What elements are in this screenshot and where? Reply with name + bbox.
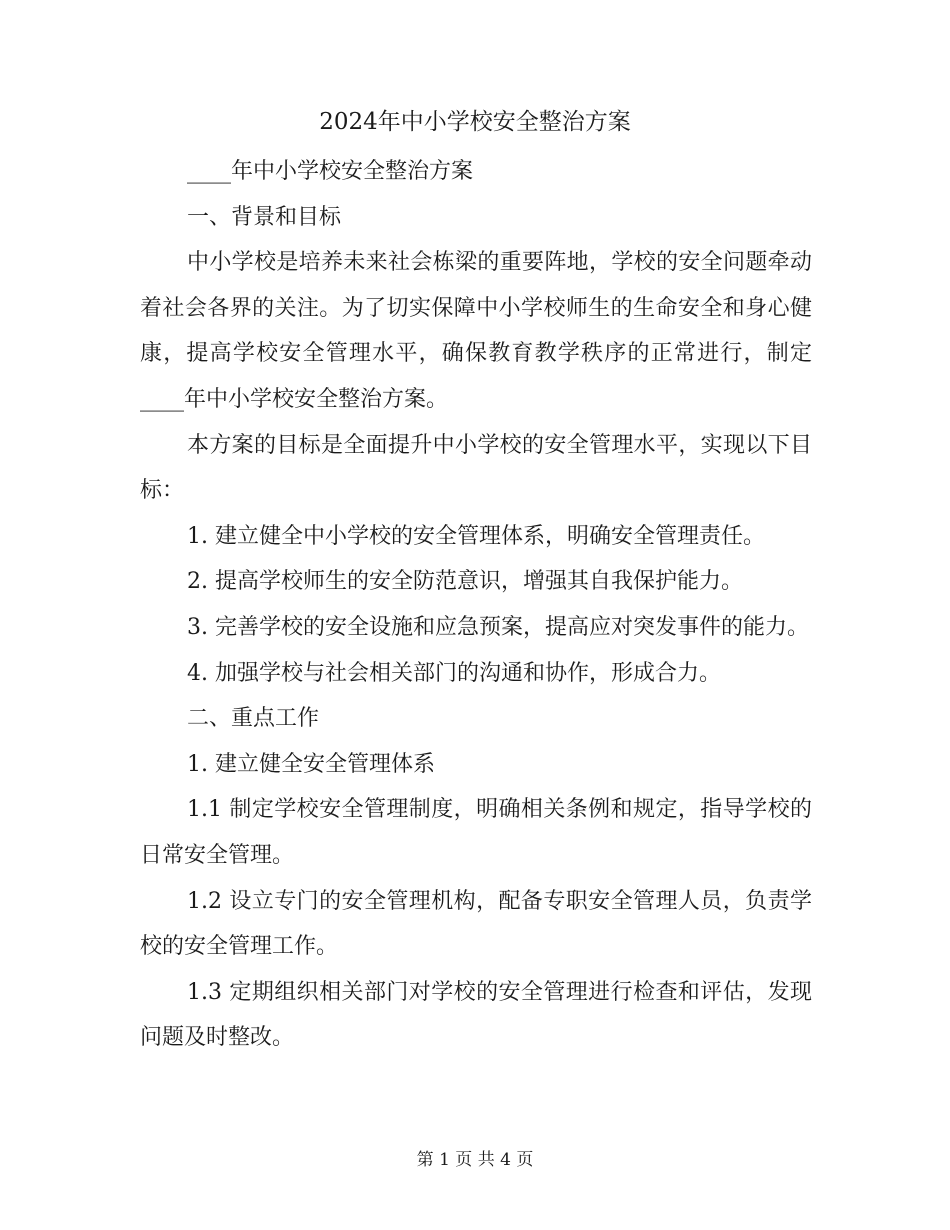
item-1-1: 1.1 制定学校安全管理制度，明确相关条例和规定，指导学校的日常安全管理。 [140, 797, 812, 868]
item-1-2: 1.2 设立专门的安全管理机构，配备专职安全管理人员，负责学校的安全管理工作。 [140, 888, 812, 960]
document-body [140, 149, 812, 1061]
section-heading-background: 一、背景和目标 [187, 204, 342, 230]
paragraph-subtitle: ____年中小学校安全整治方案 [187, 159, 474, 184]
section-heading-key-work: 二、重点工作 [187, 706, 320, 732]
goal-item-4: 4. 加强学校与社会相关部门的沟通和协作，形成合力。 [187, 660, 721, 686]
goal-item-3: 3. 完善学校的安全设施和应急预案，提高应对突发事件的能力。 [187, 614, 809, 640]
page-footer: 第 1 页 共 4 页 [416, 1150, 534, 1170]
goal-item-1: 1. 建立健全中小学校的安全管理体系，明确安全管理责任。 [187, 523, 765, 549]
subsection-heading-1: 1. 建立健全安全管理体系 [187, 751, 435, 777]
document-title: 2024年中小学校安全整治方案 [319, 109, 631, 135]
paragraph-goals-intro: 本方案的目标是全面提升中小学校的安全管理水平，实现以下目标： [140, 432, 812, 504]
paragraph-background: 中小学校是培养未来社会栋梁的重要阵地，学校的安全问题牵动着社会各界的关注。为了切实保障中小学校师生的生命安全和身心健康，提高学校安全管理水平，确保教育教学秩序的正常进行，制定____年中小学校安全整治方案。 [140, 250, 812, 412]
goal-item-2: 2. 提高学校师生的安全防范意识，增强其自我保护能力。 [187, 569, 743, 595]
item-1-3: 1.3 定期组织相关部门对学校的安全管理进行检查和评估，发现问题及时整改。 [140, 979, 812, 1051]
